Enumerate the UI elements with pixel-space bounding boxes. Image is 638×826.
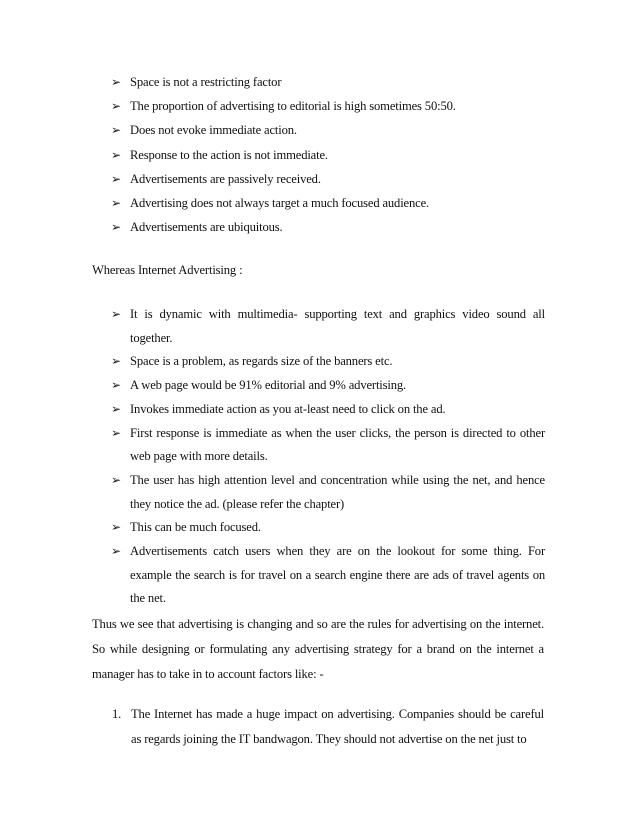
- list-item-text: Advertisements catch users when they are on the lookout for some thing. For example the search is for travel on a search engine there are ads of travel agents on the net.: [130, 544, 545, 606]
- whereas-heading: Whereas Internet Advertising :: [92, 263, 243, 277]
- list-item-text: Does not evoke immediate action.: [130, 123, 297, 138]
- numbered-item: [112, 702, 544, 751]
- list-item-text: Advertising does not always target a much focused audience.: [130, 196, 430, 211]
- arrow-bullet-icon: ➢: [111, 520, 121, 535]
- list-item-text: It is dynamic with multimedia- supporting text and graphics video sound all together.: [130, 307, 545, 345]
- list-item-text: The proportion of advertising to editorial is high sometimes 50:50.: [130, 99, 456, 114]
- list-item: [111, 374, 545, 398]
- factors-numbered-list: [112, 702, 544, 751]
- item-number: 1.: [112, 707, 122, 721]
- list-item: [111, 167, 545, 191]
- list-item-text: Space is a problem, as regards size of the banners etc.: [130, 354, 393, 369]
- traditional-advertising-list: [111, 70, 545, 239]
- list-item: [111, 191, 545, 215]
- list-item: [111, 540, 545, 611]
- arrow-bullet-icon: ➢: [111, 425, 121, 440]
- arrow-bullet-icon: ➢: [111, 147, 121, 162]
- arrow-bullet-icon: ➢: [111, 378, 121, 393]
- arrow-bullet-icon: ➢: [111, 472, 121, 487]
- arrow-bullet-icon: ➢: [111, 171, 121, 186]
- list-item: [111, 143, 545, 167]
- list-item: [111, 350, 545, 374]
- list-item: [111, 516, 545, 540]
- numbered-item-text: The Internet has made a huge impact on advertising. Companies should be careful as regards joining the IT bandwagon. They should not advertise on the net just to: [131, 707, 544, 746]
- list-item-text: Response to the action is not immediate.: [130, 147, 328, 162]
- list-item-text: A web page would be 91% editorial and 9% advertising.: [130, 378, 407, 393]
- list-item: [111, 469, 545, 516]
- list-item-text: First response is immediate as when the user clicks, the person is directed to other web page with more details.: [130, 425, 545, 464]
- list-item-text: Invokes immediate action as you at-least need to click on the ad.: [130, 401, 446, 416]
- arrow-bullet-icon: ➢: [111, 307, 121, 321]
- list-item: [111, 215, 545, 239]
- list-item-text: The user has high attention level and concentration while using the net, and hence they notice the ad. (please refer the chapter): [130, 472, 545, 511]
- list-item-text: Advertisements are ubiquitous.: [130, 220, 283, 235]
- list-item-text: Advertisements are passively received.: [130, 171, 321, 186]
- arrow-bullet-icon: ➢: [111, 196, 121, 211]
- arrow-bullet-icon: ➢: [111, 354, 121, 369]
- list-item: [111, 118, 545, 142]
- list-item: [111, 70, 545, 94]
- internet-advertising-list: [111, 303, 545, 611]
- arrow-bullet-icon: ➢: [111, 99, 121, 114]
- arrow-bullet-icon: ➢: [111, 123, 121, 138]
- arrow-bullet-icon: ➢: [111, 401, 121, 416]
- list-item-text: This can be much focused.: [130, 520, 261, 535]
- arrow-bullet-icon: ➢: [111, 220, 121, 235]
- arrow-bullet-icon: ➢: [111, 75, 121, 89]
- list-item: [111, 94, 545, 118]
- list-item: [111, 398, 545, 422]
- conclusion-paragraph: Thus we see that advertising is changing and so are the rules for advertising on the internet. So while designing or formulating any advertising strategy for a brand on the internet a manager has to take in to account factors like: -: [92, 617, 544, 681]
- list-item: [111, 303, 545, 350]
- list-item: [111, 422, 545, 469]
- list-item-text: Space is not a restricting factor: [130, 75, 282, 89]
- arrow-bullet-icon: ➢: [111, 544, 121, 559]
